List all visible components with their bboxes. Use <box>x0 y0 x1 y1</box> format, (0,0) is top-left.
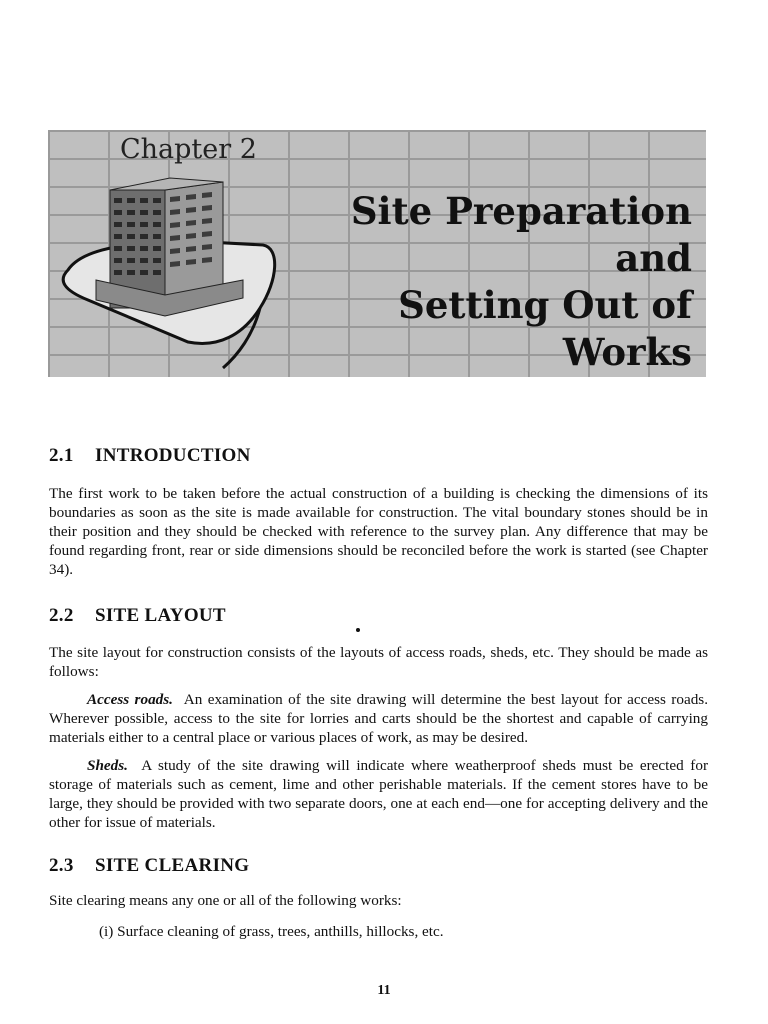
chapter-title-line-2: Setting Out of Works <box>398 283 692 374</box>
section-heading-site-layout: 2.2 SITE LAYOUT <box>49 605 226 626</box>
access-roads-paragraph: Access roads. An examination of the site drawing will determine the best layout for access roads. Wherever possible, access to the site for lorries and carts should be the shortest and capable of carrying materials either to a central place or various places of work, as may be desired. <box>49 691 708 746</box>
chapter-banner <box>48 130 706 377</box>
page-body <box>49 446 708 941</box>
site-clearing-paragraph: Site clearing means any one or all of the following works: <box>49 892 402 909</box>
sheds-paragraph: Sheds. A study of the site drawing will indicate where weatherproof sheds must be erected for storage of materials such as cement, lime and other perishable materials. If the cement stores have to be large, they should be provided with two separate doors, one at each end—one for accepting delivery and the other for issue of materials. <box>49 757 709 831</box>
section-heading-introduction: 2.1 INTRODUCTION <box>49 445 251 466</box>
page-number: 11 <box>377 983 391 998</box>
site-layout-paragraph: The site layout for construction consists of the layouts of access roads, sheds, etc. They should be made as follows: <box>49 644 708 680</box>
chapter-title <box>272 188 692 376</box>
section-heading-site-clearing: 2.3 SITE CLEARING <box>49 855 250 876</box>
chapter-label: Chapter 2 <box>120 134 257 165</box>
stray-dot <box>356 628 360 632</box>
introduction-paragraph: The first work to be taken before the actual construction of a building is checking the dimensions of its boundaries as soon as the site is made available for construction. The vital boundary stones should be in their position and they should be checked with reference to the survey plan. Any difference that may be found regarding front, rear or side dimensions should be reconciled before the work is started (see Chapter 34). <box>49 485 708 578</box>
site-clearing-list-item: (i) Surface cleaning of grass, trees, anthills, hillocks, etc. <box>99 923 444 940</box>
chapter-title-line-1: Site Preparation and <box>350 189 692 280</box>
